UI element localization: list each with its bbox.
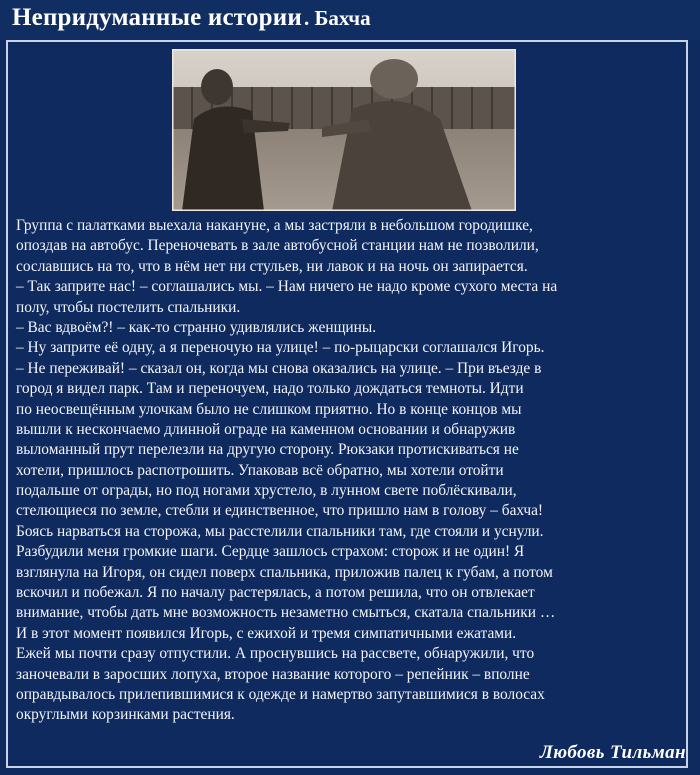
- story-line: взглянула на Игоря, он сидел поверх спальника, приложив палец к губам, а потом: [16, 563, 553, 581]
- story-line: подальше от ограды, но под ногами хрустело, в лунном свете поблёскивали,: [16, 482, 517, 500]
- story-line: Ежей мы почти сразу отпустили. А проснувшись на рассвете, обнаружили, что: [16, 645, 535, 663]
- story-line: хотели, пришлось распотрошить. Упаковав всё обратно, мы хотели отойти: [16, 461, 504, 479]
- story-line: опоздав на автобус. Переночевать в зале автобусной станции нам не позволили,: [16, 237, 539, 255]
- story-line: Группа с палатками выехала накануне, а мы застряли в небольшом городишке,: [16, 217, 533, 234]
- author-signature: Любовь Тильман: [539, 742, 686, 763]
- story-text: [16, 216, 684, 726]
- story-line: оправдывалось прилепившимися к одежде и намертво запутавшимися в волосах: [16, 685, 545, 703]
- header-bar: [0, 0, 700, 40]
- story-line: – Не переживай! – сказал он, когда мы снова оказались на улице. – При въезде в: [16, 359, 542, 377]
- story-line: – Вас вдвоём?! – как-то странно удивлялись женщины.: [16, 318, 377, 336]
- title-subtitle: . Бахча: [303, 6, 371, 30]
- story-line: заночевали в заросших лопуха, второе название которого – репейник – вполне: [16, 665, 530, 683]
- story-line: – Так заприте нас! – соглашались мы. – Нам ничего не надо кроме сухого места на: [16, 278, 558, 296]
- story-line: Разбудили меня громкие шаги. Сердце зашлось страхом: сторож и не один! Я: [16, 543, 525, 561]
- old-photo-two-people-icon: [172, 49, 516, 211]
- story-line: внимание, чтобы дать мне возможность незаметно смыться, скатала спальники …: [16, 604, 556, 622]
- story-line: по неосвещённым улочкам было не слишком приятно. Но в конце концов мы: [16, 400, 522, 418]
- story-line: вышли к нескончаемо длинной ограде на каменном основании и обнаружив: [16, 420, 516, 438]
- story-line: округлыми корзинками растения.: [16, 706, 235, 724]
- story-line: – Ну заприте её одну, а я переночую на улице! – по-рыцарски соглашался Игорь.: [16, 339, 545, 357]
- story-line: И в этот момент появился Игорь, с ежихой и тремя симпатичными ежатами.: [16, 624, 517, 642]
- story-line: вскочил и побежал. Я по началу растерялась, а потом решила, что он отвлекает: [16, 584, 535, 602]
- story-line: сославшись на то, что в нём нет ни стульев, ни лавок и на ночь он запирается.: [16, 257, 528, 275]
- story-line: стелющиеся по земле, стебли и единственное, что пришло нам в голову – бахча!: [16, 502, 544, 520]
- story-line: город я видел парк. Там и переночуем, надо только дождаться темноты. Идти: [16, 380, 524, 398]
- story-photo: [172, 49, 516, 211]
- story-line: выломанный прут перелезли на другую сторону. Рюкзаки протискиваться не: [16, 441, 519, 459]
- story-line: полу, чтобы постелить спальники.: [16, 298, 241, 316]
- page-title: [12, 4, 371, 32]
- title-main: Непридуманные истории: [12, 4, 302, 31]
- story-line: Боясь нарваться на сторожа, мы расстелили спальники там, где стояли и уснули.: [16, 522, 544, 540]
